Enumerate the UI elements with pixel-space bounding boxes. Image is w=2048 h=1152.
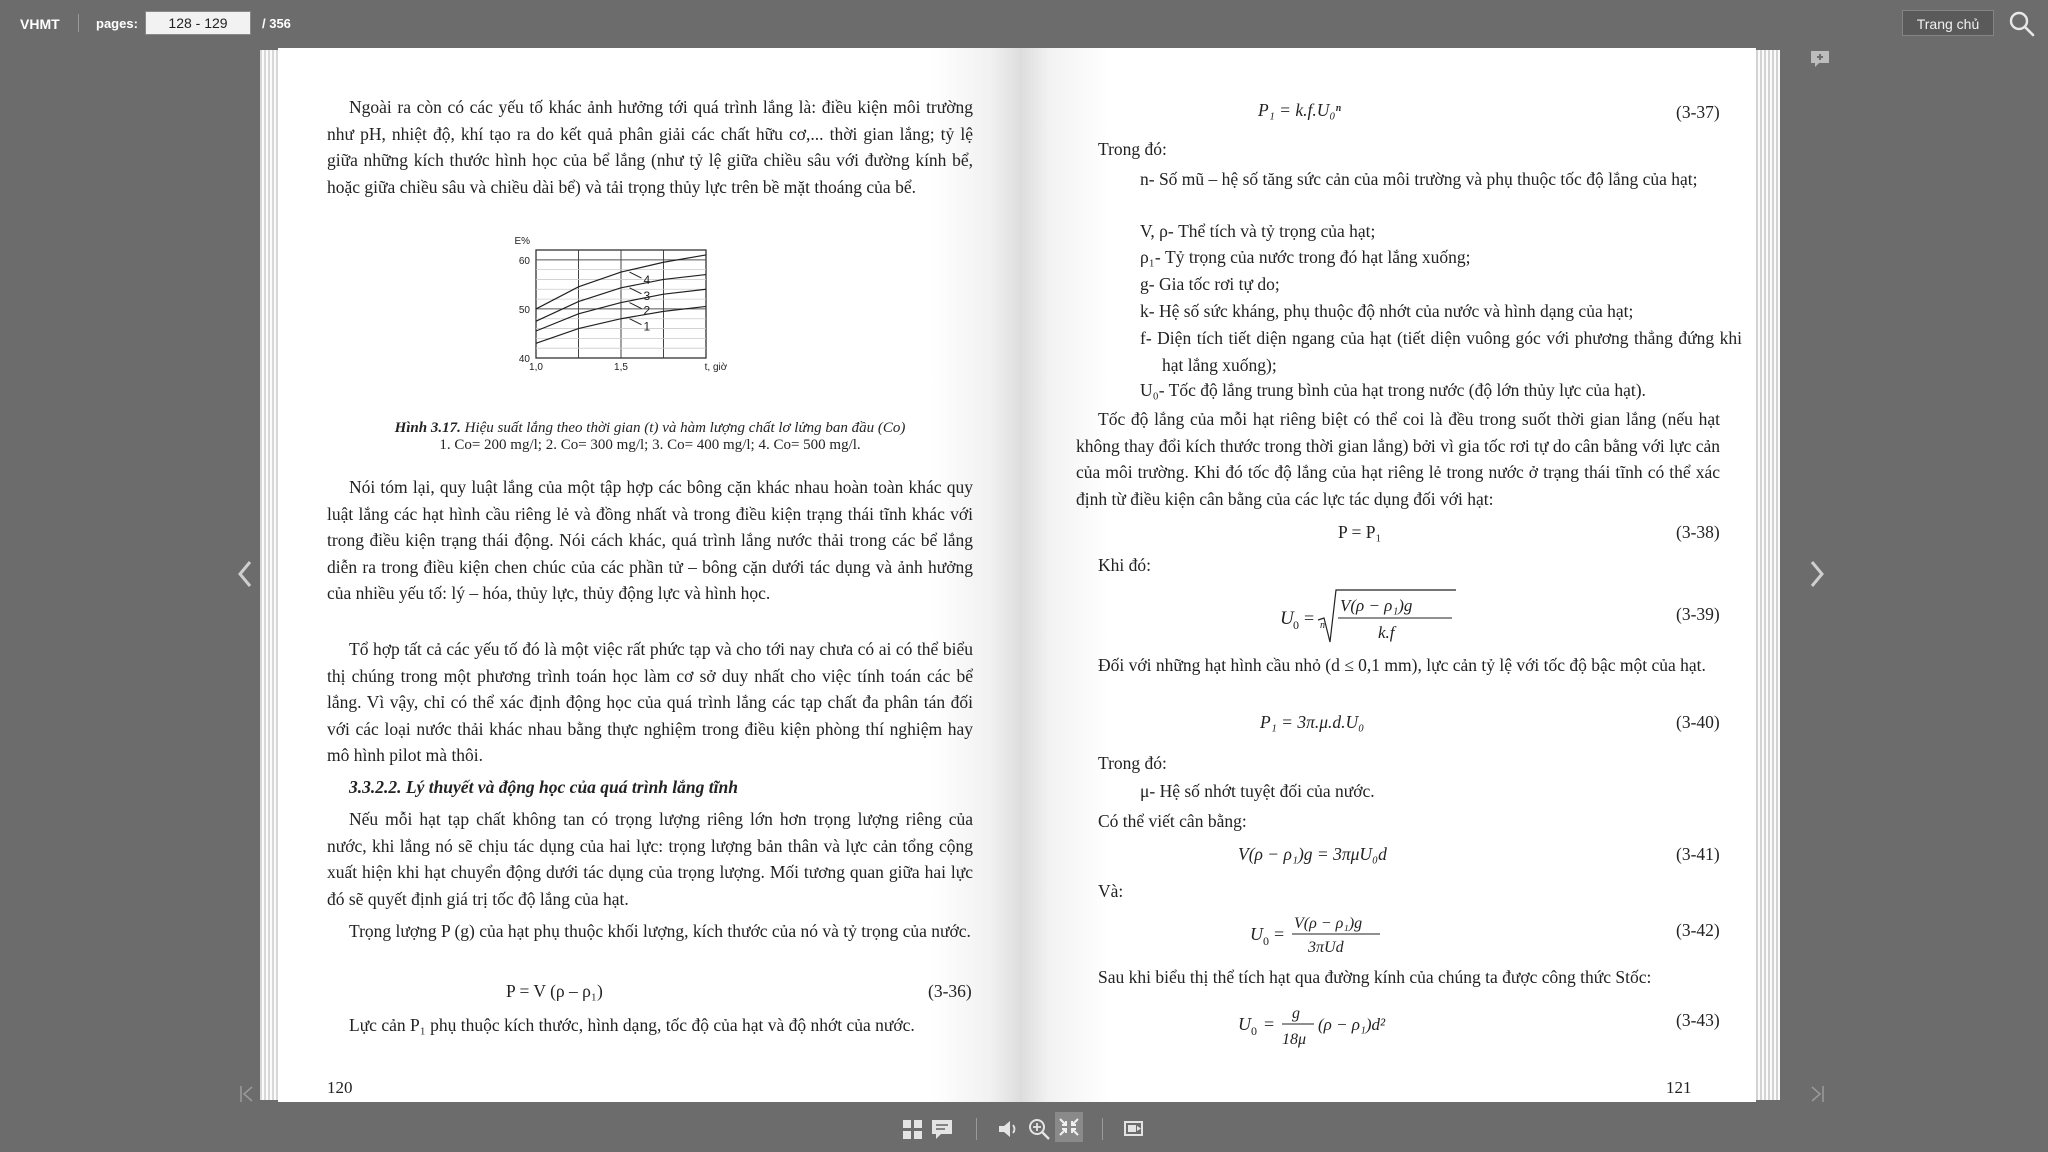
definition: f- Diện tích tiết diện ngang của hạt (tiết diện vuông góc với phương thẳng đứng khi hạt lắng xuống); xyxy=(1140,328,1742,375)
slideshow-icon[interactable] xyxy=(1122,1117,1146,1141)
toolbar-divider xyxy=(1102,1118,1103,1140)
efficiency-chart xyxy=(506,234,746,414)
y-axis-label: E% xyxy=(514,236,530,247)
definition: n- Số mũ – hệ số tăng sức cản của môi trường và phụ thuộc tốc độ lắng của hạt; xyxy=(1140,169,1698,189)
series-label-2: 2 xyxy=(643,303,651,318)
page-number: 120 xyxy=(327,1078,353,1097)
svg-text:0: 0 xyxy=(1263,934,1269,948)
series-label-1: 1 xyxy=(643,319,651,334)
svg-text:g: g xyxy=(1292,1005,1300,1022)
bottom-toolbar xyxy=(0,1104,2048,1152)
paragraph: Nói tóm lại, quy luật lắng của một tập hợp các bông cặn khác nhau hoàn toàn khác quy luật lắng các hạt hình cầu riêng lẻ và đồng nhất và trong điều kiện trạng thái tĩnh khác với trong điều kiện trạng thái động. Nói cách khác, quá trình lắng nước thải trong các bể lắng diễn ra trong điều kiện chen chúc của các phần tử – bông cặn dưới tác dụng và ảnh hưởng của nhiều yếu tố: lý – hóa, thủy lực, thủy động lực và hình học. xyxy=(327,477,973,603)
toolbar-divider xyxy=(78,14,79,32)
equation: P₁ = 3π.μ.d.U₀ xyxy=(1260,712,1365,732)
svg-text:0: 0 xyxy=(1251,1024,1257,1038)
where-label: Trong đó: xyxy=(1098,753,1167,773)
app-title: VHMT xyxy=(20,16,60,32)
definition: μ- Hệ số nhớt tuyệt đối của nước. xyxy=(1140,781,1375,801)
home-button[interactable]: Trang chủ xyxy=(1902,10,1994,36)
caption-text: Hiệu suất lắng theo thời gian (t) và hàm lượng chất lơ lửng ban đầu (Co) xyxy=(464,420,906,436)
series-leader-2 xyxy=(630,303,642,309)
svg-text:V(ρ − ρ₁)g: V(ρ − ρ₁)g xyxy=(1294,915,1363,932)
paragraph: Đối với những hạt hình cầu nhỏ (d ≤ 0,1 mm), lực cản tỷ lệ với tốc độ bậc một của hạt. xyxy=(1098,655,1706,675)
comment-icon[interactable] xyxy=(930,1117,954,1141)
x-tick-label: 1,0 xyxy=(529,362,543,373)
paragraph: Lực cản P₁ phụ thuộc kích thước, hình dạng, tốc độ của hạt và độ nhớt của nước. xyxy=(349,1015,915,1035)
caption-title: Hình 3.17. xyxy=(394,420,461,436)
svg-text:V(ρ − ρ₁)g: V(ρ − ρ₁)g xyxy=(1340,596,1413,615)
search-icon[interactable] xyxy=(2008,10,2036,38)
definition: U₀- Tốc độ lắng trung bình của hạt trong nước (độ lớn thủy lực của hạt). xyxy=(1140,380,1646,400)
svg-text:=: = xyxy=(1304,608,1315,628)
series-leader-3 xyxy=(630,288,642,294)
equation-number: (3-41) xyxy=(1676,844,1720,864)
bookmark-icon[interactable] xyxy=(1810,50,1830,73)
label: Khi đó: xyxy=(1098,555,1151,575)
series-label-4: 4 xyxy=(643,273,651,288)
equation-3-43 xyxy=(1238,998,1408,1052)
page-total: / 356 xyxy=(262,16,291,31)
definition: k- Hệ số sức kháng, phụ thuộc độ nhớt của nước và hình dạng của hạt; xyxy=(1140,301,1634,321)
paragraph: Tốc độ lắng của mỗi hạt riêng biệt có thể coi là đều trong suốt thời gian lắng (nếu hạt không thay đổi kích thước trong thời gian lắng) bởi vì gia tốc rơi tự do cân bằng với lực cản của môi trường. Khi đó tốc độ lắng của hạt riêng lẻ trong nước ở trạng thái tĩnh có thể xác định từ điều kiện cân bằng của các lực tác dụng đối với hạt: xyxy=(1076,409,1720,509)
definition: g- Gia tốc rơi tự do; xyxy=(1140,274,1280,294)
left-page xyxy=(278,48,1020,1102)
page-number: 121 xyxy=(1666,1078,1692,1097)
x-tick-label: 1,5 xyxy=(614,362,628,373)
x-axis-label: t, giờ xyxy=(704,362,728,373)
paragraph: Nếu mỗi hạt tạp chất không tan có trọng lượng riêng lớn hơn trọng lượng riêng của nước, khi lắng nó sẽ chịu tác dụng của hai lực: trọng lượng bản thân và lực cản tổng cộng xuất hiện khi hạt chuyển động dưới tác dụng của trọng lượng. Mối tương quan giữa hai lực đó sẽ quyết định giá trị tốc độ lắng của hạt. xyxy=(327,809,973,909)
svg-text:n: n xyxy=(1320,620,1325,631)
svg-text:k.f: k.f xyxy=(1378,623,1395,642)
chevron-right-icon[interactable] xyxy=(1806,556,1828,600)
equation: V(ρ − ρ₁)g = 3πμU₀d xyxy=(1238,844,1387,864)
equation-number: (3-42) xyxy=(1676,920,1720,940)
where-label: Trong đó: xyxy=(1098,139,1167,159)
svg-text:(ρ − ρ₁)d²: (ρ − ρ₁)d² xyxy=(1318,1015,1386,1034)
definition: V, ρ- Thể tích và tỷ trọng của hạt; xyxy=(1140,221,1376,241)
svg-text:18μ: 18μ xyxy=(1282,1031,1307,1048)
right-page xyxy=(1020,48,1756,1102)
paragraph: Tổ hợp tất cả các yếu tố đó là một việc rất phức tạp và cho tới nay chưa có ai có thể biểu thị chúng trong một phương trình toán học làm cơ sở duy nhất cho việc tính toán các bể lắng. Vì vậy, chỉ có thể xác định động học của quá trình lắng các tạp chất đa phân tán đối với các loại nước thải khác nhau bằng thực nghiệm trong điều kiện phòng thí nghiệm hay mô hình pilot mà thôi. xyxy=(327,639,973,765)
section-heading: 3.3.2.2. Lý thuyết và động học của quá trình lắng tĩnh xyxy=(349,777,738,797)
equation-number: (3-38) xyxy=(1676,522,1720,542)
equation: P = V (ρ – ρ₁) xyxy=(506,981,603,1001)
paragraph: Ngoài ra còn có các yếu tố khác ảnh hưởng tới quá trình lắng là: điều kiện môi trường như pH, nhiệt độ, khí tạo ra do kết quả phân giải các chất hữu cơ,... thời gian lắng; tỷ lệ giữa những kích thước hình học của bể lắng (như tỷ lệ giữa chiều sâu với đường kính bể, hoặc giữa chiều sâu và chiều dài bể) và tải trọng thủy lực trên bề mặt thoáng của bể. xyxy=(327,97,973,197)
speaker-icon[interactable] xyxy=(996,1117,1020,1141)
grid-icon[interactable] xyxy=(901,1117,925,1141)
zoom-in-icon[interactable] xyxy=(1027,1117,1051,1141)
equation-number: (3-39) xyxy=(1676,604,1720,624)
y-tick-label: 40 xyxy=(518,354,530,365)
series-label-3: 3 xyxy=(643,288,651,303)
series-leader-1 xyxy=(630,319,642,325)
equation: P₁ = k.f.U₀ⁿ xyxy=(1258,100,1341,120)
equation-3-39 xyxy=(1280,584,1480,650)
book-spread xyxy=(260,46,1780,1104)
page-number-input[interactable] xyxy=(145,11,251,35)
definition: ρ₁- Tỷ trọng của nước trong đó hạt lắng xuống; xyxy=(1140,247,1471,267)
top-toolbar xyxy=(0,0,2048,46)
page-edges-left xyxy=(260,50,280,1100)
equation-number: (3-43) xyxy=(1676,1010,1720,1030)
y-tick-label: 60 xyxy=(518,255,530,267)
svg-text:U: U xyxy=(1238,1014,1251,1034)
equation-number: (3-37) xyxy=(1676,102,1720,122)
label: Và: xyxy=(1098,881,1124,901)
equation-number: (3-40) xyxy=(1676,712,1720,732)
svg-text:3πUd: 3πUd xyxy=(1308,939,1344,956)
equation: P = P₁ xyxy=(1338,522,1382,542)
series-leader-4 xyxy=(630,272,642,278)
svg-text:0: 0 xyxy=(1293,618,1299,632)
page-edges-right xyxy=(1754,50,1780,1100)
toolbar-divider xyxy=(976,1118,977,1140)
pages-label: pages: xyxy=(96,16,138,31)
fullscreen-icon[interactable] xyxy=(1055,1112,1083,1142)
svg-text:=: = xyxy=(1274,924,1285,944)
y-tick-label: 50 xyxy=(518,304,530,316)
svg-text:U: U xyxy=(1280,608,1294,629)
equation-number: (3-36) xyxy=(928,981,972,1001)
chevron-left-icon[interactable] xyxy=(234,556,256,600)
figure-caption xyxy=(327,420,973,454)
paragraph: Trọng lượng P (g) của hạt phụ thuộc khối lượng, kích thước của nó và tỷ trọng của nước. xyxy=(349,921,971,941)
equation-3-42 xyxy=(1250,908,1400,960)
svg-text:U: U xyxy=(1250,924,1263,944)
label: Có thể viết cân bằng: xyxy=(1098,811,1247,831)
paragraph: Sau khi biểu thị thể tích hạt qua đường kính của chúng ta được công thức Stốc: xyxy=(1098,967,1652,987)
svg-text:=: = xyxy=(1264,1014,1275,1034)
caption-legend: 1. Co= 200 mg/l; 2. Co= 300 mg/l; 3. Co= 400 mg/l; 4. Co= 500 mg/l. xyxy=(439,437,861,453)
